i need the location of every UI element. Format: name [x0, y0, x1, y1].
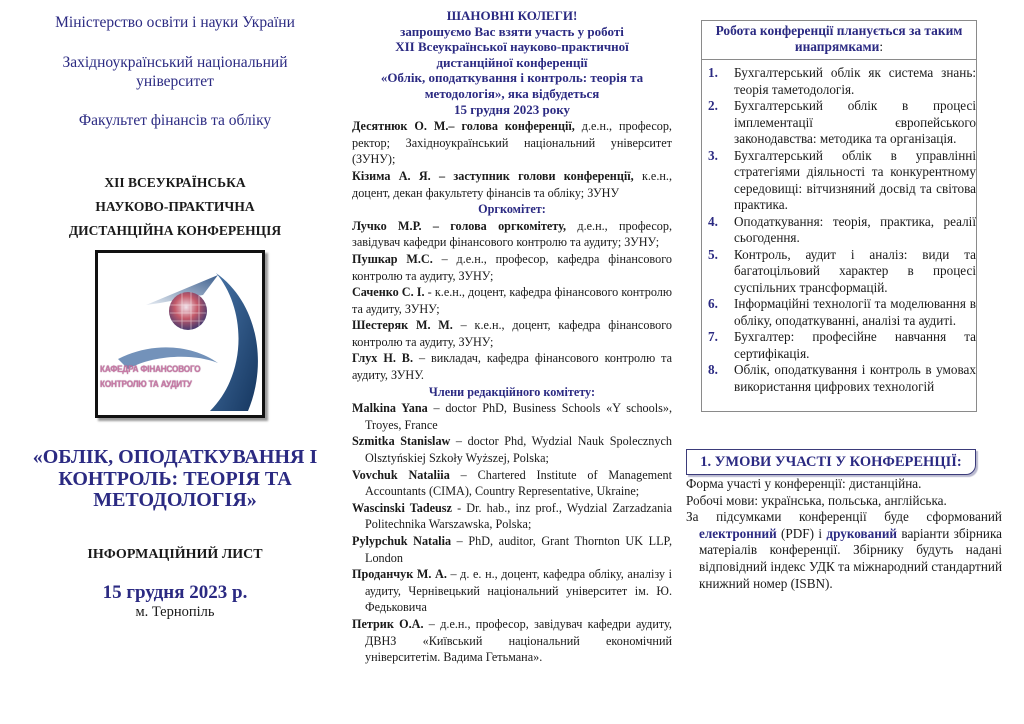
person-name: Петрик О.А. — [352, 616, 424, 631]
direction-item — [702, 296, 976, 329]
orgcommittee-entry — [352, 284, 672, 317]
direction-text: Бухгалтерський облік в процесі імплементації європейського законодавства: методика та організація. — [734, 98, 976, 146]
person-name: Глух Н. В. — [352, 351, 413, 366]
direction-number: 1. — [708, 65, 718, 80]
leader-entry — [352, 168, 672, 201]
conference-type-line: ДИСТАНЦІЙНА КОНФЕРЕНЦІЯ — [68, 223, 282, 238]
person-desc: д.е.н., професор, завідувач кафедри фінансового контролю та аудиту; ЗУНУ; — [352, 218, 672, 250]
invite-line: дистанційної конференції — [436, 54, 588, 70]
faculty-name: Факультет фінансів та обліку — [78, 112, 272, 129]
committee-list — [352, 118, 672, 666]
invite-line: XII Всеукраїнської науково-практичної — [395, 39, 629, 55]
editorial-entry — [352, 400, 672, 433]
direction-number: 2. — [708, 98, 718, 113]
proceedings-info — [686, 509, 1002, 592]
direction-item — [702, 98, 976, 148]
direction-text: Бухгалтерський облік в управлінні стратегіями діяльності та конкурентному середовищі: вітчизняний досвід та світова практика. — [734, 147, 976, 212]
conditions-title: 1. УМОВИ УЧАСТІ У КОНФЕРЕНЦІЇ: — [686, 449, 976, 475]
leader-entry — [352, 118, 672, 168]
direction-item — [702, 247, 976, 297]
direction-text: Бухгалтерський облік як система знань: теорія таметодологія. — [734, 65, 976, 97]
direction-item — [702, 329, 976, 362]
proceedings-text: варіанти збірника матеріалів конференції. Збірнику будуть надані відповідний індекс УДК та міжнародний стандартний книжний номер (ISBN). — [699, 525, 1003, 591]
editorial-entry — [352, 500, 672, 533]
globe-icon — [169, 292, 207, 330]
person-name: Vovchuk Nataliia — [352, 467, 450, 482]
direction-text: Контроль, аудит і аналіз: види та багатоцільовий характер в процесі суспільних трансформацій. — [734, 246, 976, 295]
direction-item — [702, 65, 976, 98]
orgcommittee-entry — [352, 218, 672, 251]
logo-caption — [100, 362, 200, 392]
person-name: Szmitka Stanislaw — [352, 434, 451, 449]
participation-form: Форма участі у конференції: дистанційна. — [686, 476, 922, 491]
conference-type — [0, 171, 350, 243]
conference-title: «ОБЛІК, ОПОДАТКУВАННЯ І КОНТРОЛЬ: ТЕОРІЯ ТА МЕТОДОЛОГІЯ» — [32, 446, 318, 511]
conference-date: 15 грудня 2023 р. — [102, 582, 248, 603]
direction-number: 4. — [708, 213, 718, 229]
invite-line: «Облік, оподаткування і контроль: теорія та методологія», яка відбудеться — [380, 70, 644, 101]
ministry-name: Міністерство освіти і науки України — [55, 14, 295, 31]
person-desc: – doctor Phd, Wydzial Nauk Spolecznych Olsztyńskiej Szkoły Wyższej, Polska; — [365, 434, 672, 466]
logo-caption-line: КОНТРОЛЮ ТА АУДИТУ — [100, 379, 192, 390]
department-logo — [95, 250, 265, 418]
person-desc: – PhD, auditor, Grant Thornton UK LLP, London — [365, 534, 672, 565]
person-desc: – викладач, кафедра фінансового контролю та аудиту, ЗУНУ. — [352, 351, 672, 383]
editorial-entry — [352, 566, 672, 616]
person-name: Pylypchuk Natalia — [352, 534, 452, 548]
orgcommittee-entry — [352, 317, 672, 350]
working-languages: Робочі мови: українська, польська, англійська. — [686, 492, 947, 508]
swoosh-shape — [210, 273, 258, 411]
editorial-entry — [352, 467, 672, 500]
invite-line: запрошуємо Вас взяти участь у роботі — [400, 23, 624, 39]
direction-item — [702, 362, 976, 395]
proceedings-text: (PDF) і — [776, 525, 827, 541]
direction-text: Бухгалтер: професійне навчання та сертифікація. — [734, 329, 976, 361]
person-desc: – Chartered Institute of Management Accountants (CIMA), Country Representative, Ukraine; — [365, 467, 673, 499]
person-desc: к.е.н., доцент, декан факультету фінансів та обліку; ЗУНУ — [352, 168, 673, 200]
university-name: Західноукраїнський національний університет — [62, 54, 288, 90]
person-desc: д.е.н., професор, ректор; Західноукраїнський національний університет (ЗУНУ); — [352, 119, 672, 167]
orgcommittee-entry — [352, 251, 672, 284]
conference-type-line: XII ВСЕУКРАЇНСЬКА — [104, 175, 246, 190]
direction-number: 8. — [708, 362, 718, 377]
conference-type-line: НАУКОВО-ПРАКТИЧНА — [95, 199, 255, 214]
direction-item — [702, 214, 976, 247]
person-name: Кізима А. Я. – заступник голови конференції, — [352, 168, 634, 183]
proceedings-text: За підсумками конференції буде сформований — [686, 509, 1002, 525]
direction-number: 7. — [708, 329, 718, 344]
direction-number: 3. — [708, 147, 718, 163]
conditions-body — [686, 476, 1002, 592]
direction-number: 6. — [708, 296, 718, 311]
direction-item — [702, 148, 976, 214]
logo-caption-line: КАФЕДРА ФІНАНСОВОГО — [100, 364, 201, 375]
info-sheet-label: ІНФОРМАЦІЙНИЙ ЛИСТ — [87, 547, 263, 562]
direction-text: Інформаційні технології та моделювання в обліку, оподаткуванні, аналізі та аудиті. — [734, 296, 976, 328]
person-desc: - к.е.н., доцент, кафедра фінансового контролю та аудиту, ЗУНУ; — [352, 285, 672, 316]
person-name: Пушкар М.С. — [352, 251, 433, 266]
editorial-entry — [352, 433, 672, 466]
editorial-title: Члени редакційного комітету: — [428, 384, 596, 399]
editorial-entry — [352, 533, 672, 566]
person-name: Лучко М.Р. – голова оргкомітету, — [352, 218, 567, 233]
conference-city: м. Тернопіль — [135, 604, 215, 620]
person-name: Malkina Yana — [352, 401, 428, 416]
person-desc: – д.е.н., професор, кафедра фінансового контролю та аудиту, ЗУНУ; — [352, 251, 672, 283]
person-name: Wascinski Tadeusz — [352, 500, 452, 515]
orgcommittee-title: Оргкомітет: — [478, 202, 546, 217]
editorial-entry — [352, 616, 672, 666]
directions-list — [702, 60, 976, 395]
person-name: Шестеряк М. М. — [352, 318, 453, 333]
direction-number: 5. — [708, 246, 718, 262]
invite-date: 15 грудня 2023 року — [453, 101, 571, 117]
person-desc: – д. е. н., доцент, кафедра обліку, аналізу і аудиту, Чернівецький національний університет ім. Ю. Федьковича — [365, 567, 672, 615]
person-name: Проданчук М. А. — [352, 567, 447, 582]
person-desc: – к.е.н., доцент, кафедра фінансового контролю та аудиту, ЗУНУ; — [352, 318, 672, 349]
person-name: Саченко С. І. — [352, 285, 425, 300]
person-desc: – doctor PhD, Business Schools «Y schools», Troyes, France — [365, 401, 672, 432]
direction-text: Оподаткування: теорія, практика, реалії сьогодення. — [734, 213, 976, 245]
directions-title-colon: : — [879, 38, 884, 54]
invitation-header — [352, 8, 672, 117]
greeting: ШАНОВНІ КОЛЕГИ! — [446, 8, 578, 23]
directions-box — [701, 20, 977, 412]
printed-label: друкований — [826, 525, 898, 541]
person-desc: – д.е.н., професор, завідувач кафедри аудиту, ДВНЗ «Київський національний економічний університетім. Вадима Гетьмана». — [365, 616, 672, 665]
electronic-label: електронний — [699, 525, 777, 541]
directions-title-text: Робота конференції планується за таким инапрямками — [715, 23, 963, 54]
committee-column — [352, 0, 672, 666]
direction-text: Облік, оподаткування і контроль в умовах використання цифрових технологій — [734, 362, 976, 394]
orgcommittee-entry — [352, 350, 672, 383]
person-desc: - Dr. hab., inz prof., Wydzial Zarzadzania Politechnika Warszawska, Polska; — [365, 500, 672, 532]
directions-title — [702, 21, 976, 60]
person-name: Десятнюк О. М.– голова конференції, — [352, 119, 575, 134]
